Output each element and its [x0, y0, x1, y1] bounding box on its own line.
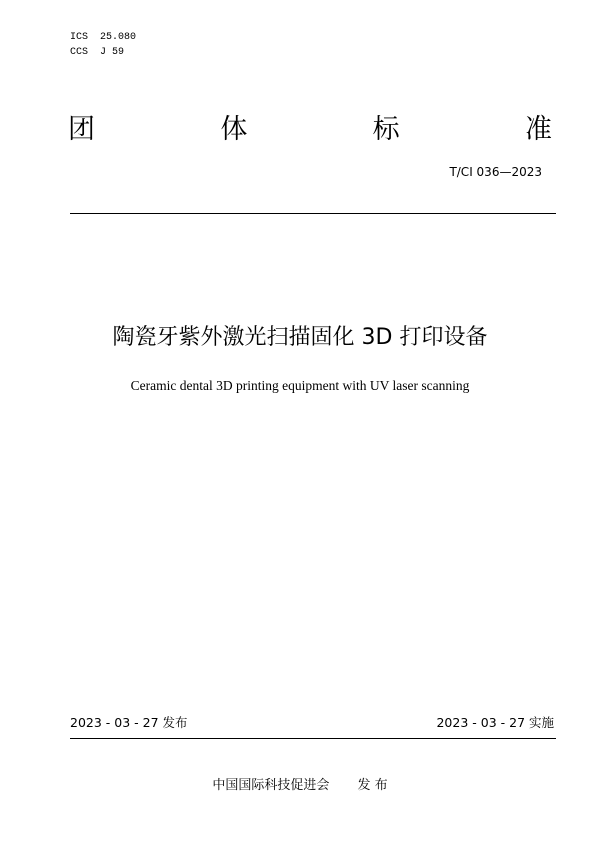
ics-code: ICS 25.080: [70, 32, 137, 43]
publisher-line: [0, 777, 600, 795]
doc-type-char: 体: [220, 114, 248, 145]
publisher-name: 中国国际科技促进会: [212, 778, 330, 793]
doc-type-char: 准: [524, 114, 552, 145]
classification-codes: [70, 30, 136, 60]
doc-type-char: 团: [68, 114, 95, 145]
implementation-date: 2023 - 03 - 27 实施: [436, 715, 554, 730]
ccs-code: CCS J 59: [70, 47, 125, 58]
chinese-title: 陶瓷牙紫外激光扫描固化 3D 打印设备: [112, 325, 488, 350]
publisher-action: 发 布: [357, 778, 388, 793]
document-type-heading: [68, 114, 552, 146]
top-divider: [70, 213, 556, 214]
bottom-divider: [70, 738, 556, 739]
doc-type-char: 标: [372, 114, 400, 145]
standard-number: T/CI 036—2023: [449, 165, 542, 179]
issue-date: 2023 - 03 - 27 发布: [70, 715, 188, 730]
english-title: Ceramic dental 3D printing equipment with UV laser scanning: [130, 378, 470, 393]
